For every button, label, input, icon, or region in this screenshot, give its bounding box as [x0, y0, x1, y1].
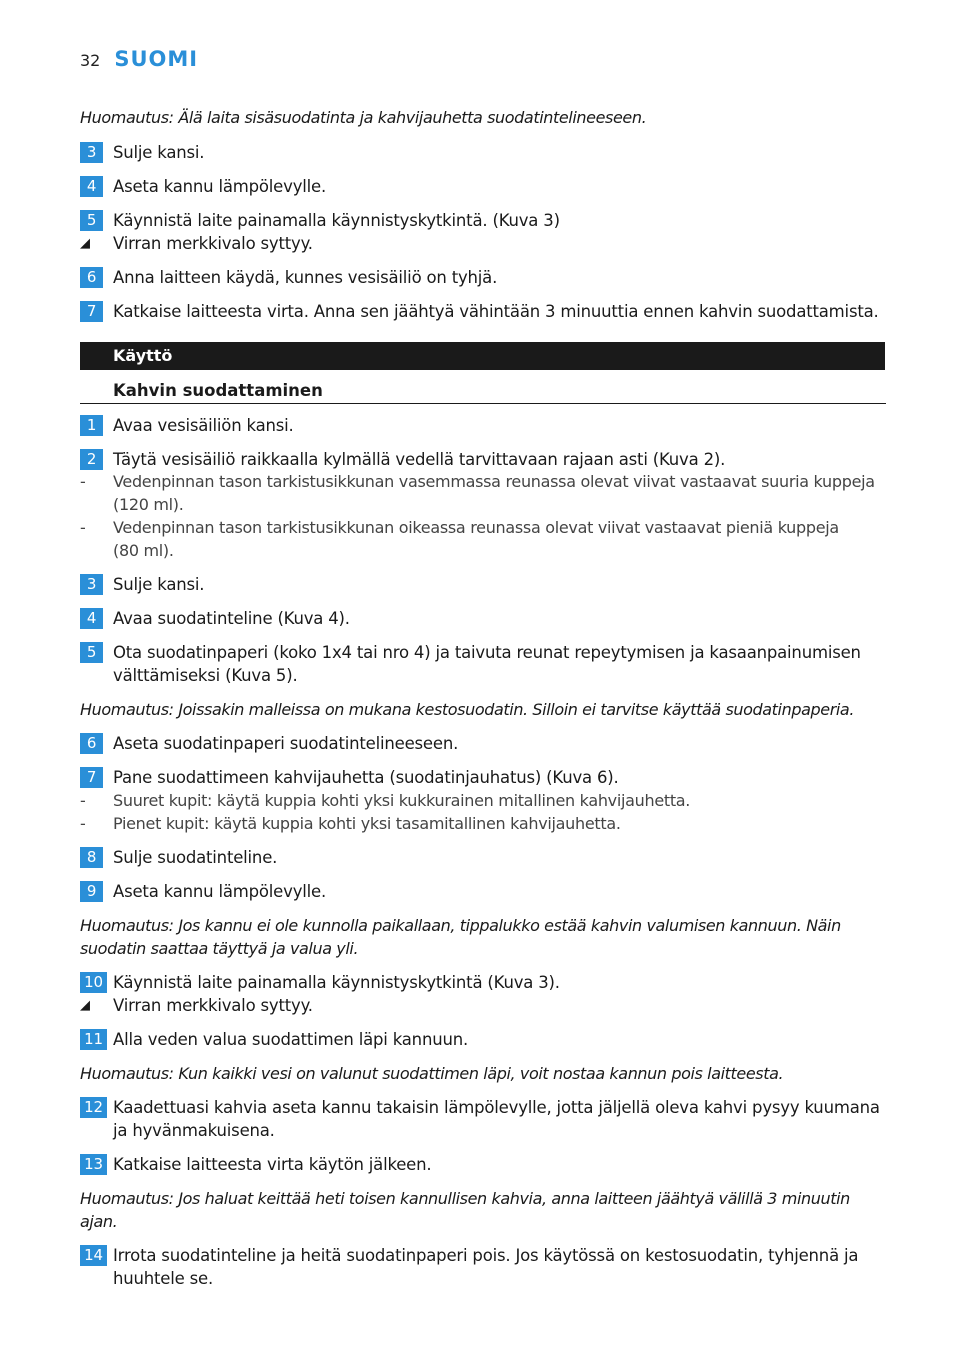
subsection-title: Kahvin suodattaminen: [80, 378, 886, 404]
step-number: 3: [80, 142, 103, 163]
dash-text: Vedenpinnan tason tarkistusikkunan vasemmassa reunassa olevat viivat vastaavat suuria kuppeja: [113, 472, 875, 491]
dash-item: - Suuret kupit: käytä kuppia kohti yksi kukkurainen mitallinen kahvijauhetta.: [80, 791, 691, 810]
step-number: 14: [80, 1245, 107, 1266]
step-number: 5: [80, 642, 103, 663]
step-text: Sulje kansi.: [113, 143, 205, 162]
step-text: Aseta kannu lämpölevylle.: [113, 882, 327, 901]
step-text: Alla veden valua suodattimen läpi kannuun.: [113, 1030, 469, 1049]
step-number: 9: [80, 881, 103, 902]
dash-item-cont: [80, 539, 886, 562]
step-number: 6: [80, 267, 103, 288]
page-number: 32: [80, 51, 101, 70]
dash-item: - Vedenpinnan tason tarkistusikkunan oikeassa reunassa olevat viivat vastaavat pieniä kuppeja: [80, 518, 839, 537]
step-number: 13: [80, 1154, 107, 1175]
step-7-top: [80, 300, 886, 322]
step-number: 6: [80, 733, 103, 754]
step-number: 10: [80, 972, 107, 993]
step-text: Kaadettuasi kahvia aseta kannu takaisin lämpölevylle, jotta jäljellä oleva kahvi pysyy kuumana: [113, 1098, 880, 1117]
dash-item: - Vedenpinnan tason tarkistusikkunan vasemmassa reunassa olevat viivat vastaavat suuria kuppeja: [80, 472, 875, 491]
step-5: [80, 641, 886, 663]
step-text: ja hyvänmakuisena.: [113, 1121, 275, 1140]
step-number: 1: [80, 415, 103, 436]
note: Huomautus: Jos haluat keittää heti toisen kannullisen kahvia, anna laitteen jäähtyä välillä 3 minuutin: [80, 1189, 850, 1208]
step-text: Avaa suodatinteline (Kuva 4).: [113, 609, 350, 628]
step-text: Sulje suodatinteline.: [113, 848, 278, 867]
step-text: Katkaise laitteesta virta käytön jälkeen.: [113, 1155, 432, 1174]
step-text: huuhtele se.: [113, 1269, 214, 1288]
note: Huomautus: Jos kannu ei ole kunnolla paikallaan, tippalukko estää kahvin valumisen kannuun. Näin: [80, 916, 841, 935]
step-number: 2: [80, 449, 103, 470]
step-text: Aseta kannu lämpölevylle.: [113, 177, 327, 196]
result-arrow-icon: ◢: [80, 998, 90, 1013]
step-6: [80, 732, 886, 754]
step-text: Katkaise laitteesta virta. Anna sen jäähtyä vähintään 3 minuuttia ennen kahvin suodattamista.: [113, 302, 879, 321]
step-text: Irrota suodatinteline ja heitä suodatinpaperi pois. Jos käytössä on kestosuodatin, tyhjennä ja: [113, 1246, 859, 1265]
result-text: Virran merkkivalo syttyy.: [113, 996, 313, 1015]
dash-text: Suuret kupit: käytä kuppia kohti yksi kukkurainen mitallinen kahvijauhetta.: [113, 791, 691, 810]
step-number: 3: [80, 574, 103, 595]
step-13: [80, 1153, 886, 1175]
step-text: Sulje kansi.: [113, 575, 205, 594]
note-cont: ajan.: [80, 1212, 118, 1231]
language-title: SUOMI: [114, 47, 199, 71]
step-14: [80, 1244, 886, 1266]
step-text: Pane suodattimeen kahvijauhetta (suodatinjauhatus) (Kuva 6).: [113, 768, 619, 787]
step-text: Täytä vesisäiliö raikkaalla kylmällä vedellä tarvittavaan rajaan asti (Kuva 2).: [113, 450, 726, 469]
step-text: välttämiseksi (Kuva 5).: [113, 666, 298, 685]
result-text: Virran merkkivalo syttyy.: [113, 234, 313, 253]
step-number: 8: [80, 847, 103, 868]
note: Huomautus: Kun kaikki vesi on valunut suodattimen läpi, voit nostaa kannun pois laitteesta.: [80, 1064, 784, 1083]
step-number: 4: [80, 608, 103, 629]
step-number: 7: [80, 767, 103, 788]
dash-text: (120 ml).: [113, 495, 184, 514]
step-number: 12: [80, 1097, 107, 1118]
dash-item-cont: [80, 493, 886, 516]
step-number: 5: [80, 210, 103, 231]
result-bullet: [80, 994, 886, 1017]
note-cont: suodatin saattaa täyttyä ja valua yli.: [80, 939, 359, 958]
step-text: Avaa vesisäiliön kansi.: [113, 416, 294, 435]
step-number: 7: [80, 301, 103, 322]
note: Huomautus: Joissakin malleissa on mukana kestosuodatin. Silloin ei tarvitse käyttää suodatinpaperia.: [80, 700, 855, 719]
page-header: [80, 47, 198, 75]
step-4: [80, 607, 886, 629]
step-number: 11: [80, 1029, 107, 1050]
step-9: [80, 880, 886, 902]
step-6-top: [80, 266, 886, 288]
dash-text: (80 ml).: [113, 541, 174, 560]
step-text: Aseta suodatinpaperi suodatintelineeseen.: [113, 734, 459, 753]
dash-item: - Pienet kupit: käytä kuppia kohti yksi tasamitallinen kahvijauhetta.: [80, 814, 621, 833]
result-bullet: [80, 232, 886, 255]
step-text: Käynnistä laite painamalla käynnistyskytkintä. (Kuva 3): [113, 211, 560, 230]
step-12: [80, 1096, 886, 1118]
result-arrow-icon: ◢: [80, 236, 90, 251]
section-title: Käyttö: [80, 342, 885, 370]
step-8: [80, 846, 886, 868]
dash-text: Pienet kupit: käytä kuppia kohti yksi tasamitallinen kahvijauhetta.: [113, 814, 621, 833]
step-3-top: [80, 141, 886, 163]
step-10: [80, 971, 886, 993]
step-5-top: [80, 209, 886, 231]
step-text: Ota suodatinpaperi (koko 1x4 tai nro 4) ja taivuta reunat repeytymisen ja kasaanpainumisen: [113, 643, 861, 662]
step-3: [80, 573, 886, 595]
step-2: [80, 448, 886, 470]
step-1: [80, 414, 886, 436]
step-text: Käynnistä laite painamalla käynnistyskytkintä (Kuva 3).: [113, 973, 560, 992]
step-7: [80, 766, 886, 788]
dash-text: Vedenpinnan tason tarkistusikkunan oikeassa reunassa olevat viivat vastaavat pieniä kuppeja: [113, 518, 839, 537]
step-11: [80, 1028, 886, 1050]
note: Huomautus: Älä laita sisäsuodatinta ja kahvijauhetta suodatintelineeseen.: [80, 108, 647, 127]
step-4-top: [80, 175, 886, 197]
step-number: 4: [80, 176, 103, 197]
step-text: Anna laitteen käydä, kunnes vesisäiliö on tyhjä.: [113, 268, 498, 287]
